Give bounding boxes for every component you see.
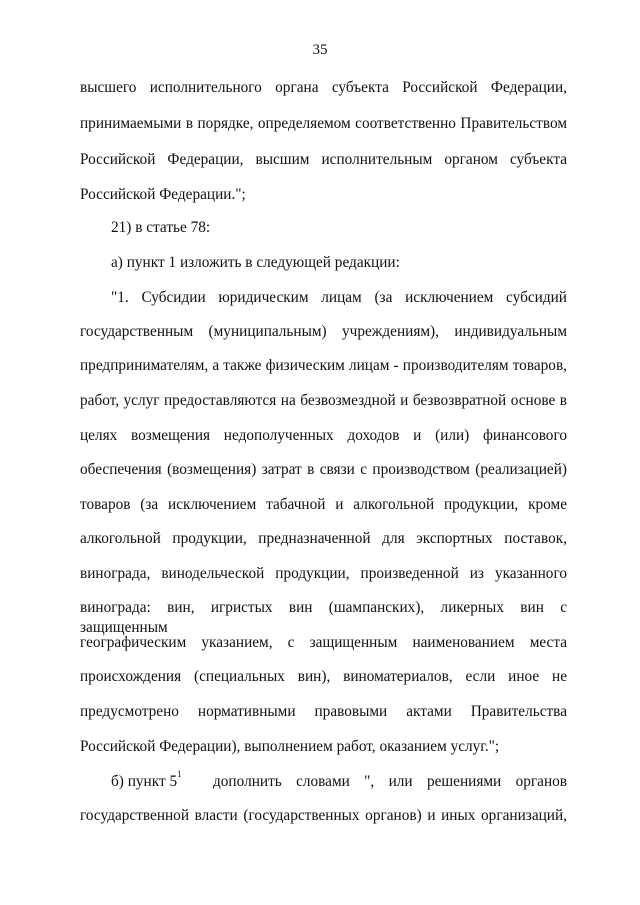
text-line: происхождения (специальных вин), виноматериалов, если иное не (80, 668, 567, 685)
text-line: 21) в статье 78: (111, 219, 211, 236)
page-number: 35 (312, 42, 328, 58)
text-line: товаров (за исключением табачной и алкогольной продукции, кроме (80, 496, 567, 513)
text-line: алкогольной продукции, предназначенной для экспортных поставок, (80, 530, 567, 547)
text-line: "1. Субсидии юридическим лицам (за исключением субсидий (111, 289, 567, 306)
item-text: б) пункт 5 (111, 773, 178, 790)
text-line: дополнить словами ", или решениями органов (213, 773, 567, 790)
text-line: винограда, винодельческой продукции, произведенной из указанного (80, 565, 567, 582)
text-line: винограда: вин, игристых вин (шампанских), ликерных вин с защищенным (80, 599, 567, 636)
text-line: государственной власти (государственных органов) и иных организаций, (80, 807, 567, 824)
text-line: географическим указанием, с защищенным наименованием места (80, 634, 567, 651)
text-line: предпринимателям, а также физическим лицам - производителям товаров, (80, 357, 567, 374)
text-line: работ, услуг предоставляются на безвозмездной и безвозвратной основе в (80, 392, 567, 409)
text-line-prefix (111, 768, 211, 792)
text-line: а) пункт 1 изложить в следующей редакции: (111, 254, 400, 271)
text-line: принимаемыми в порядке, определяемом соответственно Правительством (80, 115, 567, 132)
text-line: высшего исполнительного органа субъекта Российской Федерации, (80, 79, 567, 96)
text-line: Российской Федерации, высшим исполнительным органом субъекта (80, 151, 567, 168)
text-line: целях возмещения недополученных доходов и (или) финансового (80, 427, 567, 444)
text-line: обеспечения (возмещения) затрат в связи с производством (реализацией) (80, 461, 567, 478)
superscript: 1 (177, 768, 182, 779)
text-line: государственным (муниципальным) учреждениям), индивидуальным (80, 323, 567, 340)
text-line: Российской Федерации), выполнением работ, оказанием услуг."; (80, 738, 500, 755)
text-line: предусмотрено нормативными правовыми актами Правительства (80, 703, 567, 720)
text-line: Российской Федерации."; (80, 186, 246, 203)
